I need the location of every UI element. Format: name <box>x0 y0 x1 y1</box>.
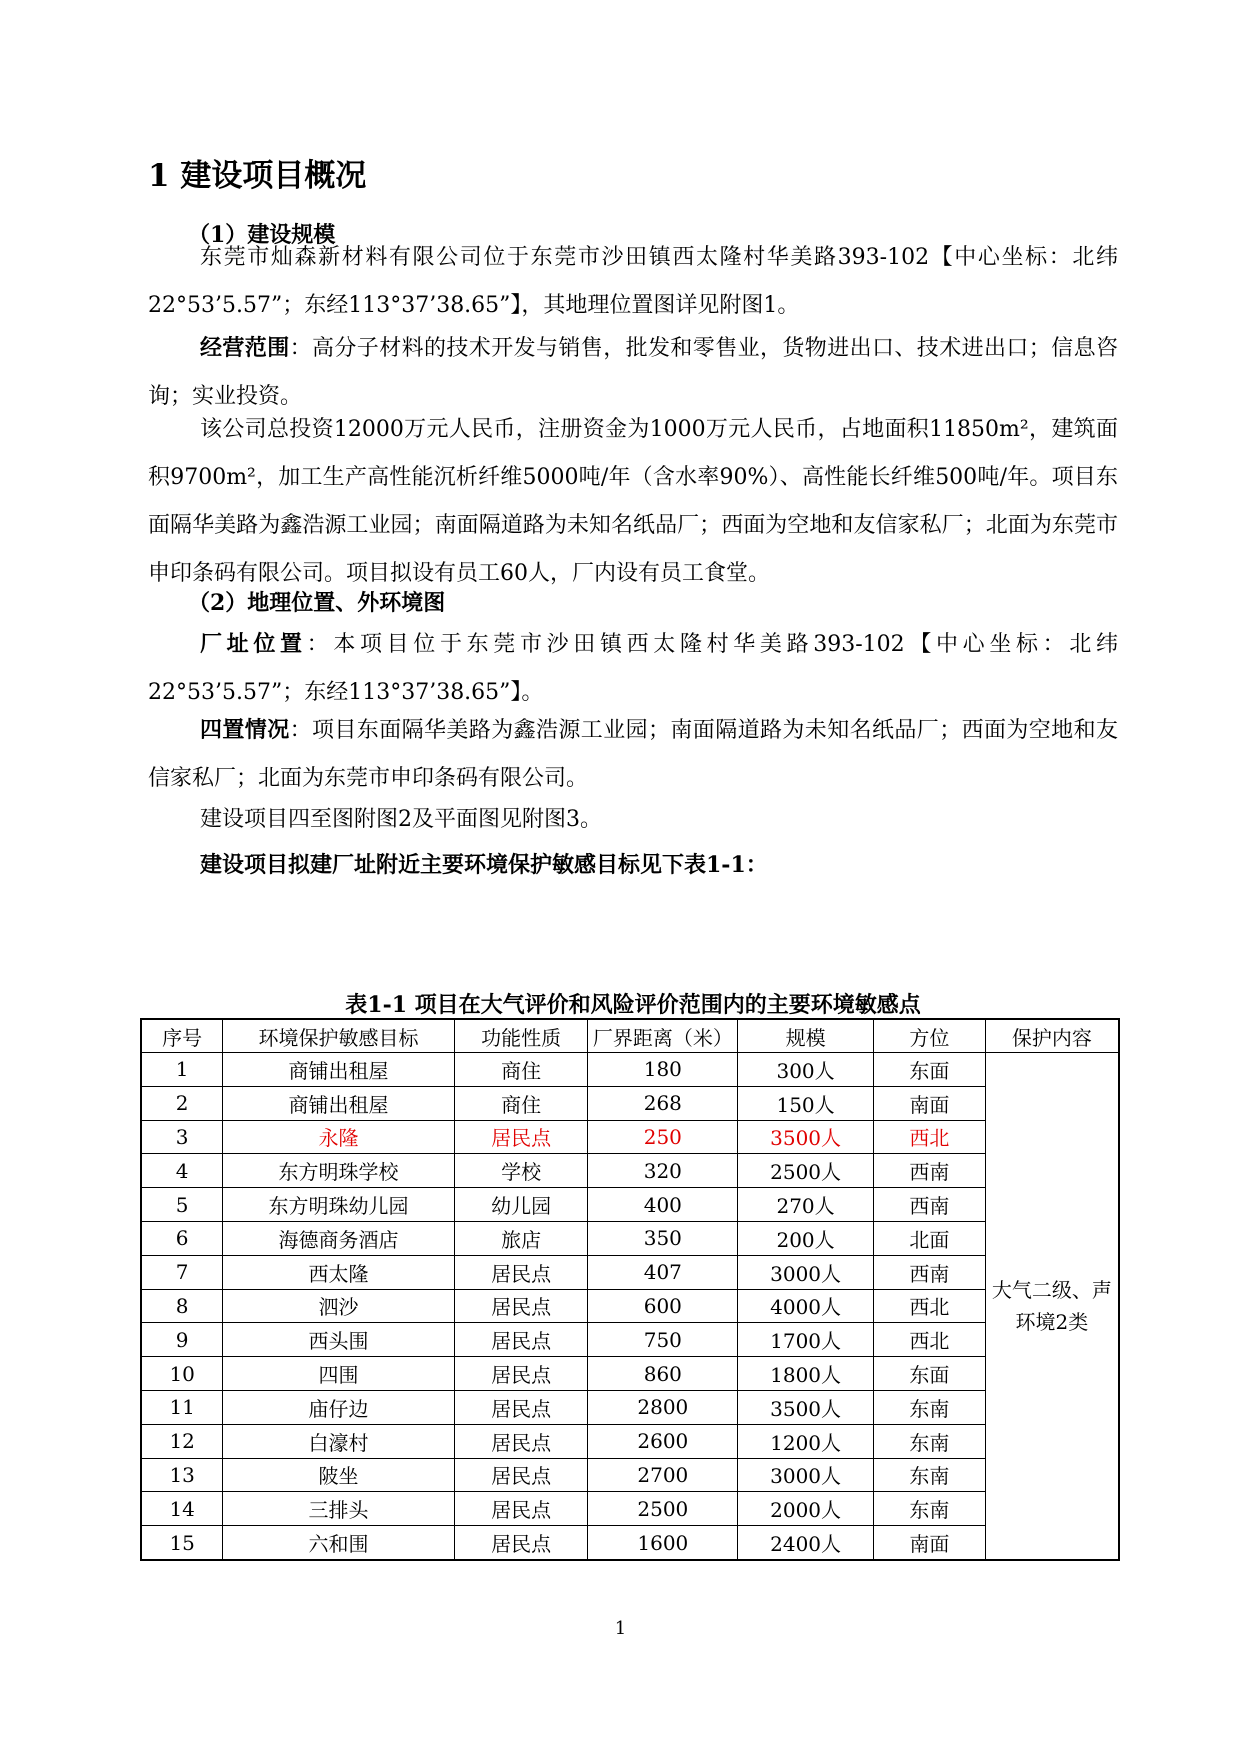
table-header-cell: 规模 <box>738 1019 874 1053</box>
cell-distance: 2700 <box>588 1458 738 1492</box>
cell-target-name: 泗沙 <box>223 1289 454 1323</box>
cell-function: 居民点 <box>454 1255 588 1289</box>
cell-distance: 2600 <box>588 1424 738 1458</box>
cell-row-number: 13 <box>141 1458 223 1492</box>
cell-scale: 270人 <box>738 1188 874 1222</box>
cell-function: 幼儿园 <box>454 1188 588 1222</box>
cell-row-number: 8 <box>141 1289 223 1323</box>
cell-direction: 东南 <box>873 1390 985 1424</box>
table-row <box>141 1154 1119 1188</box>
cell-row-number: 1 <box>141 1053 223 1087</box>
cell-target-name: 西头围 <box>223 1323 454 1357</box>
cell-scale: 300人 <box>738 1053 874 1087</box>
label-business-scope: 经营范围 <box>200 335 290 361</box>
cell-row-number: 6 <box>141 1221 223 1255</box>
table-header-row <box>141 1019 1119 1053</box>
table-header-cell: 方位 <box>873 1019 985 1053</box>
table-header-cell: 厂界距离（米） <box>588 1019 738 1053</box>
paragraph-surroundings <box>148 706 1118 803</box>
cell-direction: 南面 <box>873 1526 985 1560</box>
section-title: 1 建设项目概况 <box>148 158 367 194</box>
cell-row-number: 10 <box>141 1357 223 1391</box>
cell-scale: 4000人 <box>738 1289 874 1323</box>
cell-distance: 320 <box>588 1154 738 1188</box>
cell-distance: 2800 <box>588 1390 738 1424</box>
cell-target-name: 永隆 <box>223 1120 454 1154</box>
cell-direction: 东南 <box>873 1492 985 1526</box>
cell-row-number: 12 <box>141 1424 223 1458</box>
cell-scale: 1800人 <box>738 1357 874 1391</box>
cell-protection-content: 大气二级、声环境2类 <box>985 1053 1119 1560</box>
table-header-cell: 序号 <box>141 1019 223 1053</box>
cell-scale: 3000人 <box>738 1255 874 1289</box>
table-header-cell: 保护内容 <box>985 1019 1119 1053</box>
cell-function: 居民点 <box>454 1526 588 1560</box>
cell-function: 居民点 <box>454 1424 588 1458</box>
cell-distance: 250 <box>588 1120 738 1154</box>
cell-function: 学校 <box>454 1154 588 1188</box>
cell-function: 旅店 <box>454 1221 588 1255</box>
table-row <box>141 1289 1119 1323</box>
cell-function: 商住 <box>454 1053 588 1087</box>
text-surroundings: ：项目东面隔华美路为鑫浩源工业园；南面隔道路为未知名纸品厂；西面为空地和友信家私厂；北面为东莞市申印条码有限公司。 <box>148 718 1118 791</box>
cell-distance: 350 <box>588 1221 738 1255</box>
cell-distance: 268 <box>588 1086 738 1120</box>
cell-scale: 1200人 <box>738 1424 874 1458</box>
cell-direction: 东南 <box>873 1424 985 1458</box>
paragraph-figure-reference: 建设项目四至图附图2及平面图见附图3。 <box>200 807 602 832</box>
subsection-geography: （2）地理位置、外环境图 <box>188 590 446 616</box>
sensitive-targets-table <box>140 1018 1120 1561</box>
paragraph-location: 东莞市灿森新材料有限公司位于东莞市沙田镇西太隆村华美路393-102【中心坐标：北纬22°53’5.57”；东经113°37’38.65”】，其地理位置图详见附图1。 <box>148 245 1118 318</box>
cell-scale: 2500人 <box>738 1154 874 1188</box>
cell-distance: 860 <box>588 1357 738 1391</box>
cell-row-number: 15 <box>141 1526 223 1560</box>
cell-direction: 东面 <box>873 1357 985 1391</box>
cell-distance: 750 <box>588 1323 738 1357</box>
cell-direction: 西北 <box>873 1120 985 1154</box>
cell-target-name: 庙仔边 <box>223 1390 454 1424</box>
cell-target-name: 三排头 <box>223 1492 454 1526</box>
cell-target-name: 海德商务酒店 <box>223 1221 454 1255</box>
label-site-location: 厂址位置 <box>200 631 307 657</box>
cell-row-number: 4 <box>141 1154 223 1188</box>
cell-target-name: 陂坐 <box>223 1458 454 1492</box>
text-business-scope: ：高分子材料的技术开发与销售，批发和零售业，货物进出口、技术进出口；信息咨询；实业投资。 <box>148 336 1118 409</box>
paragraph-table-intro: 建设项目拟建厂址附近主要环境保护敏感目标见下表1-1： <box>200 852 768 878</box>
cell-function: 居民点 <box>454 1323 588 1357</box>
page-number: 1 <box>614 1618 627 1639</box>
table-row <box>141 1357 1119 1391</box>
cell-function: 居民点 <box>454 1492 588 1526</box>
cell-scale: 3500人 <box>738 1120 874 1154</box>
cell-direction: 西北 <box>873 1323 985 1357</box>
label-surroundings: 四置情况 <box>200 717 290 743</box>
table-row <box>141 1120 1119 1154</box>
cell-row-number: 2 <box>141 1086 223 1120</box>
cell-distance: 407 <box>588 1255 738 1289</box>
cell-function: 居民点 <box>454 1357 588 1391</box>
table-row <box>141 1188 1119 1222</box>
table-row <box>141 1323 1119 1357</box>
table-header-cell: 环境保护敏感目标 <box>223 1019 454 1053</box>
table-header-cell: 功能性质 <box>454 1019 588 1053</box>
cell-row-number: 3 <box>141 1120 223 1154</box>
table-row <box>141 1255 1119 1289</box>
cell-scale: 3500人 <box>738 1390 874 1424</box>
cell-row-number: 5 <box>141 1188 223 1222</box>
table-row <box>141 1526 1119 1560</box>
table-row <box>141 1492 1119 1526</box>
cell-function: 居民点 <box>454 1120 588 1154</box>
cell-direction: 南面 <box>873 1086 985 1120</box>
cell-direction: 西南 <box>873 1255 985 1289</box>
cell-scale: 1700人 <box>738 1323 874 1357</box>
cell-direction: 北面 <box>873 1221 985 1255</box>
cell-direction: 东南 <box>873 1458 985 1492</box>
cell-scale: 2000人 <box>738 1492 874 1526</box>
table-row <box>141 1424 1119 1458</box>
cell-distance: 2500 <box>588 1492 738 1526</box>
cell-distance: 180 <box>588 1053 738 1087</box>
table-row <box>141 1221 1119 1255</box>
table-row <box>141 1390 1119 1424</box>
cell-distance: 600 <box>588 1289 738 1323</box>
text-site-location: ：本项目位于东莞市沙田镇西太隆村华美路393-102【中心坐标：北纬22°53’5.57”；东经113°37’38.65”】。 <box>148 632 1118 705</box>
cell-row-number: 11 <box>141 1390 223 1424</box>
cell-distance: 1600 <box>588 1526 738 1560</box>
cell-direction: 东面 <box>873 1053 985 1087</box>
cell-target-name: 东方明珠幼儿园 <box>223 1188 454 1222</box>
cell-target-name: 白濠村 <box>223 1424 454 1458</box>
cell-row-number: 9 <box>141 1323 223 1357</box>
cell-scale: 2400人 <box>738 1526 874 1560</box>
cell-direction: 西北 <box>873 1289 985 1323</box>
cell-target-name: 商铺出租屋 <box>223 1053 454 1087</box>
table-row <box>141 1458 1119 1492</box>
cell-function: 居民点 <box>454 1390 588 1424</box>
table-row <box>141 1086 1119 1120</box>
table-caption: 表1-1 项目在大气评价和风险评价范围内的主要环境敏感点 <box>345 992 921 1018</box>
table-row <box>141 1053 1119 1087</box>
cell-distance: 400 <box>588 1188 738 1222</box>
paragraph-site-location <box>148 620 1118 717</box>
cell-target-name: 西太隆 <box>223 1255 454 1289</box>
cell-function: 居民点 <box>454 1289 588 1323</box>
cell-scale: 200人 <box>738 1221 874 1255</box>
table-body <box>141 1053 1119 1560</box>
cell-target-name: 六和围 <box>223 1526 454 1560</box>
cell-target-name: 商铺出租屋 <box>223 1086 454 1120</box>
cell-row-number: 7 <box>141 1255 223 1289</box>
cell-target-name: 四围 <box>223 1357 454 1391</box>
cell-scale: 3000人 <box>738 1458 874 1492</box>
cell-function: 商住 <box>454 1086 588 1120</box>
cell-direction: 西南 <box>873 1188 985 1222</box>
cell-row-number: 14 <box>141 1492 223 1526</box>
cell-direction: 西南 <box>873 1154 985 1188</box>
subsection-scale: （1）建设规模 <box>188 222 336 248</box>
paragraph-investment: 该公司总投资12000万元人民币，注册资金为1000万元人民币，占地面积11850m²，建筑面积9700m²，加工生产高性能沉析纤维5000吨/年（含水率90%）、高性能长纤维500吨/年。项目东面隔华美路为鑫浩源工业园；南面隔道路为未知名纸品厂；西面为空地和友信家私厂；北面为东莞市申印条码有限公司。项目拟设有员工60人，厂内设有员工食堂。 <box>148 417 1118 586</box>
cell-target-name: 东方明珠学校 <box>223 1154 454 1188</box>
cell-function: 居民点 <box>454 1458 588 1492</box>
cell-scale: 150人 <box>738 1086 874 1120</box>
